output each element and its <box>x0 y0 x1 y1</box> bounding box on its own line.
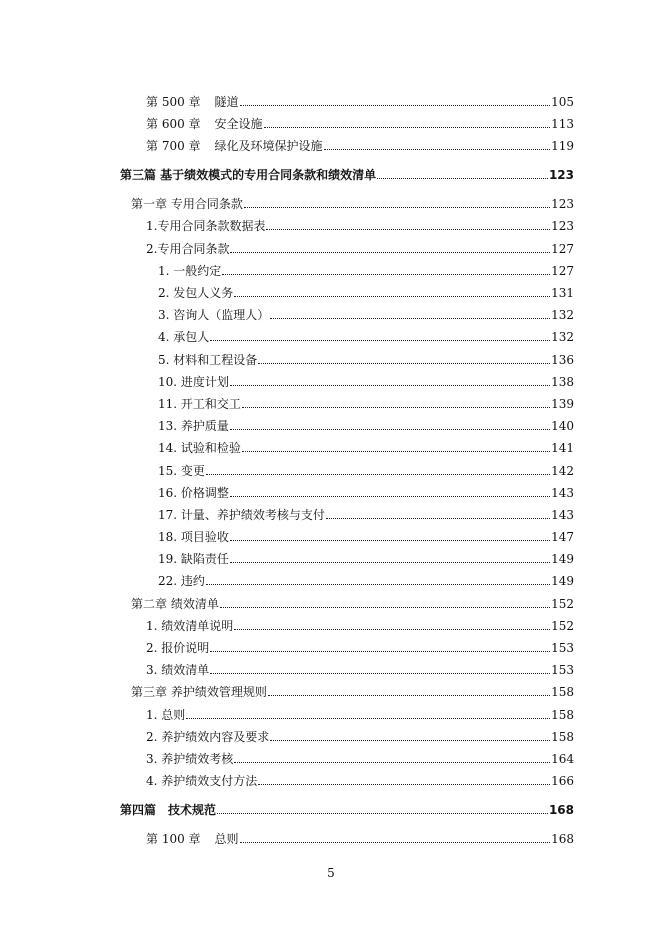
toc-entry-title: 10. 进度计划 <box>158 375 229 389</box>
toc-entry-page: 136 <box>551 353 574 367</box>
toc-entry-title-text: 安全设施 <box>214 117 263 131</box>
toc-dot-leader <box>230 496 550 497</box>
toc-entry-title <box>146 138 323 154</box>
toc-dot-leader <box>230 562 550 563</box>
toc-entry-page: 138 <box>551 375 574 389</box>
toc-entry-title: 2. 报价说明 <box>146 641 210 655</box>
toc-entry-title-text: 隧道 <box>214 95 239 109</box>
toc-entry-page: 153 <box>551 663 574 677</box>
toc-dot-leader <box>270 740 550 741</box>
toc-dot-leader <box>206 584 550 585</box>
toc-entry-title <box>146 116 263 132</box>
toc-dot-leader <box>268 695 550 696</box>
toc-entry-page: 149 <box>551 574 574 588</box>
toc-entry-page: 113 <box>551 117 574 131</box>
toc-entry-title: 11. 开工和交工 <box>158 397 241 411</box>
toc-entry-title: 18. 项目验收 <box>158 530 229 544</box>
toc-entry[interactable] <box>158 463 574 479</box>
toc-entry-page: 158 <box>551 708 574 722</box>
toc-dot-leader <box>217 813 548 814</box>
toc-entry-page: 168 <box>551 832 574 846</box>
toc-entry[interactable] <box>131 596 574 612</box>
toc-entry[interactable] <box>146 241 574 257</box>
toc-entry-title: 13. 养护质量 <box>158 419 229 433</box>
toc-entry-chapter-label: 第 600 章 <box>146 117 201 131</box>
toc-dot-leader <box>240 842 551 843</box>
toc-entry-page: 139 <box>551 397 574 411</box>
toc-entry-page: 123 <box>548 168 574 182</box>
toc-entry-page: 153 <box>551 641 574 655</box>
toc-entry[interactable] <box>158 285 574 301</box>
toc-dot-leader <box>220 607 550 608</box>
toc-entry[interactable] <box>146 138 574 154</box>
toc-dot-leader <box>230 252 550 253</box>
toc-entry-page: 143 <box>551 508 574 522</box>
toc-entry-page: 142 <box>551 464 574 478</box>
toc-dot-leader <box>206 474 550 475</box>
toc-entry-title: 22. 违约 <box>158 574 205 588</box>
toc-entry-title: 第三篇 基于绩效模式的专用合同条款和绩效清单 <box>120 168 377 182</box>
toc-entry-title: 第二章 绩效清单 <box>131 597 219 611</box>
toc-dot-leader <box>210 340 550 341</box>
toc-entry[interactable] <box>146 751 574 767</box>
toc-entry-page: 123 <box>551 197 574 211</box>
toc-entry-title: 3. 养护绩效考核 <box>146 752 234 766</box>
toc-dot-leader <box>242 451 550 452</box>
toc-entry-title <box>146 831 239 847</box>
toc-entry-title: 第一章 专用合同条款 <box>131 197 243 211</box>
toc-entry[interactable] <box>146 773 574 789</box>
toc-dot-leader <box>242 407 550 408</box>
toc-entry-page: 123 <box>551 219 574 233</box>
toc-dot-leader <box>186 718 550 719</box>
toc-entry[interactable] <box>158 573 574 589</box>
toc-entry[interactable] <box>131 684 574 700</box>
toc-entry-page: 105 <box>551 95 574 109</box>
toc-entry[interactable] <box>146 707 574 723</box>
toc-dot-leader <box>258 784 550 785</box>
toc-entry-page: 168 <box>548 803 574 817</box>
toc-entry-page: 127 <box>551 242 574 256</box>
toc-entry-title: 2.专用合同条款 <box>146 242 230 256</box>
toc-entry-title: 14. 试验和检验 <box>158 441 241 455</box>
toc-entry-title: 第四篇 技术规范 <box>120 803 217 817</box>
toc-entry[interactable] <box>146 94 574 110</box>
toc-entry-title: 4. 养护绩效支付方法 <box>146 774 258 788</box>
toc-entry[interactable] <box>158 529 574 545</box>
toc-entry-title: 1.专用合同条款数据表 <box>146 219 266 233</box>
toc-dot-leader <box>240 105 551 106</box>
toc-entry[interactable] <box>158 418 574 434</box>
toc-dot-leader <box>234 762 550 763</box>
toc-dot-leader <box>377 178 548 179</box>
toc-entry[interactable] <box>158 374 574 390</box>
toc-entry-title: 19. 缺陷责任 <box>158 552 229 566</box>
toc-entry-page: 143 <box>551 486 574 500</box>
toc-entry[interactable] <box>146 116 574 132</box>
toc-entry[interactable] <box>158 263 574 279</box>
toc-entry-page: 132 <box>551 308 574 322</box>
toc-entry[interactable] <box>158 352 574 368</box>
toc-dot-leader <box>230 540 550 541</box>
toc-entry[interactable] <box>131 196 574 212</box>
toc-dot-leader <box>234 629 550 630</box>
toc-dot-leader <box>210 673 550 674</box>
toc-entry[interactable] <box>158 551 574 567</box>
toc-entry[interactable] <box>146 618 574 634</box>
toc-dot-leader <box>222 274 550 275</box>
toc-entry-title: 5. 材料和工程设备 <box>158 353 258 367</box>
toc-entry[interactable] <box>146 218 574 234</box>
toc-entry-chapter-label: 第 100 章 <box>146 832 201 846</box>
toc-entry-title: 第三章 养护绩效管理规则 <box>131 685 267 699</box>
toc-entry-page: 152 <box>551 619 574 633</box>
toc-entry-page: 164 <box>551 752 574 766</box>
toc-entry-title: 4. 承包人 <box>158 330 210 344</box>
toc-entry-title: 1. 总则 <box>146 708 186 722</box>
toc-dot-leader <box>324 149 551 150</box>
toc-dot-leader <box>234 296 550 297</box>
toc-entry-page: 141 <box>551 441 574 455</box>
toc-entry-page: 166 <box>551 774 574 788</box>
toc-entry[interactable] <box>158 507 574 523</box>
toc-entry-page: 131 <box>551 286 574 300</box>
toc-entry-page: 158 <box>551 685 574 699</box>
toc-entry-page: 149 <box>551 552 574 566</box>
toc-entry[interactable] <box>158 440 574 456</box>
toc-entry[interactable] <box>146 831 574 847</box>
toc-entry[interactable] <box>146 662 574 678</box>
toc-entry[interactable] <box>146 729 574 745</box>
toc-entry[interactable] <box>120 167 574 183</box>
toc-entry-title <box>146 94 239 110</box>
toc-entry-page: 127 <box>551 264 574 278</box>
toc-entry-page: 158 <box>551 730 574 744</box>
toc-dot-leader <box>244 207 550 208</box>
toc-entry[interactable] <box>158 307 574 323</box>
toc-entry-chapter-label: 第 700 章 <box>146 139 201 153</box>
toc-entry-chapter-label: 第 500 章 <box>146 95 201 109</box>
toc-entry-page: 140 <box>551 419 574 433</box>
toc-entry-title: 2. 养护绩效内容及要求 <box>146 730 270 744</box>
toc-entry-page: 147 <box>551 530 574 544</box>
toc-entry[interactable] <box>146 640 574 656</box>
toc-dot-leader <box>210 651 550 652</box>
toc-entry[interactable] <box>120 802 574 818</box>
toc-dot-leader <box>270 318 550 319</box>
toc-entry-title: 16. 价格调整 <box>158 486 229 500</box>
toc-entry-title: 15. 变更 <box>158 464 205 478</box>
toc-dot-leader <box>258 363 550 364</box>
toc-entry-title: 3. 咨询人（监理人） <box>158 308 270 322</box>
toc-entry-page: 119 <box>551 139 574 153</box>
toc-entry-title: 1. 一般约定 <box>158 264 222 278</box>
toc-entry-title: 17. 计量、养护绩效考核与支付 <box>158 508 325 522</box>
toc-entry-page: 152 <box>551 597 574 611</box>
toc-entry-title: 2. 发包人义务 <box>158 286 234 300</box>
page-number: 5 <box>327 866 335 880</box>
toc-entry-title-text: 绿化及环境保护设施 <box>214 139 323 153</box>
toc-dot-leader <box>326 518 550 519</box>
toc-entry-page: 132 <box>551 330 574 344</box>
toc-entry-title: 3. 绩效清单 <box>146 663 210 677</box>
toc-dot-leader <box>266 229 550 230</box>
toc-entry-title-text: 总则 <box>214 832 239 846</box>
toc-dot-leader <box>264 127 551 128</box>
toc-entry[interactable] <box>158 396 574 412</box>
toc-dot-leader <box>230 385 550 386</box>
toc-dot-leader <box>230 429 550 430</box>
toc-entry[interactable] <box>158 485 574 501</box>
toc-entry-title: 1. 绩效清单说明 <box>146 619 234 633</box>
toc-entry[interactable] <box>158 329 574 345</box>
